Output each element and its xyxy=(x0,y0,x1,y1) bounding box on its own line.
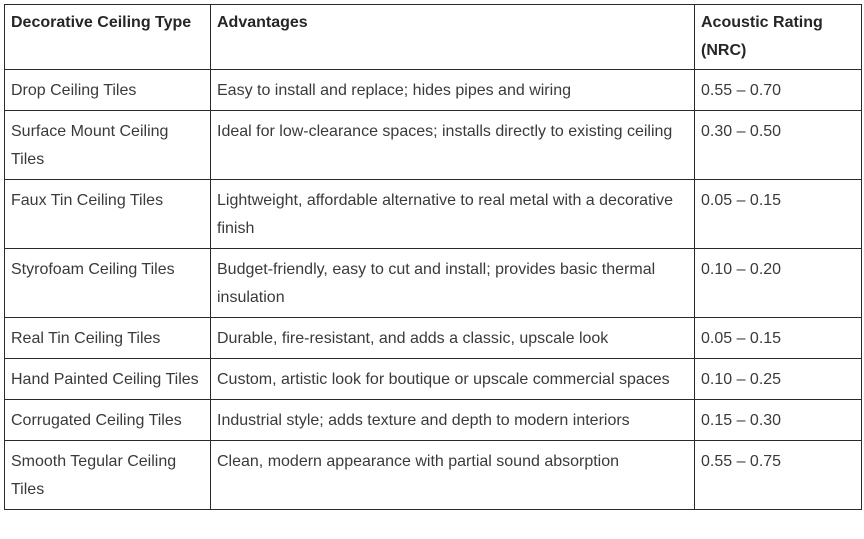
cell-advantages: Custom, artistic look for boutique or upscale commercial spaces xyxy=(211,359,695,400)
table-row xyxy=(5,318,862,359)
cell-advantages: Budget-friendly, easy to cut and install; provides basic thermal insulation xyxy=(211,249,695,318)
cell-nrc: 0.55 – 0.70 xyxy=(695,70,862,111)
cell-ceiling-type: Smooth Tegular Ceiling Tiles xyxy=(5,441,211,510)
cell-ceiling-type: Hand Painted Ceiling Tiles xyxy=(5,359,211,400)
cell-advantages: Clean, modern appearance with partial sound absorption xyxy=(211,441,695,510)
cell-nrc: 0.05 – 0.15 xyxy=(695,318,862,359)
cell-nrc: 0.10 – 0.20 xyxy=(695,249,862,318)
header-advantages: Advantages xyxy=(211,5,695,70)
header-acoustic-rating: Acoustic Rating (NRC) xyxy=(695,5,862,70)
table-row xyxy=(5,400,862,441)
table-row xyxy=(5,111,862,180)
cell-ceiling-type: Faux Tin Ceiling Tiles xyxy=(5,180,211,249)
table-header-row xyxy=(5,5,862,70)
cell-advantages: Easy to install and replace; hides pipes and wiring xyxy=(211,70,695,111)
cell-ceiling-type: Drop Ceiling Tiles xyxy=(5,70,211,111)
table-row xyxy=(5,249,862,318)
cell-nrc: 0.10 – 0.25 xyxy=(695,359,862,400)
cell-advantages: Ideal for low-clearance spaces; installs directly to existing ceiling xyxy=(211,111,695,180)
cell-advantages: Durable, fire-resistant, and adds a classic, upscale look xyxy=(211,318,695,359)
table-row xyxy=(5,180,862,249)
cell-nrc: 0.05 – 0.15 xyxy=(695,180,862,249)
cell-nrc: 0.30 – 0.50 xyxy=(695,111,862,180)
cell-ceiling-type: Styrofoam Ceiling Tiles xyxy=(5,249,211,318)
cell-nrc: 0.15 – 0.30 xyxy=(695,400,862,441)
table-row xyxy=(5,441,862,510)
cell-ceiling-type: Surface Mount Ceiling Tiles xyxy=(5,111,211,180)
ceiling-types-table xyxy=(4,4,862,510)
header-decorative-ceiling-type: Decorative Ceiling Type xyxy=(5,5,211,70)
cell-ceiling-type: Corrugated Ceiling Tiles xyxy=(5,400,211,441)
table-row xyxy=(5,70,862,111)
cell-nrc: 0.55 – 0.75 xyxy=(695,441,862,510)
table-row xyxy=(5,359,862,400)
cell-advantages: Lightweight, affordable alternative to real metal with a decorative finish xyxy=(211,180,695,249)
cell-ceiling-type: Real Tin Ceiling Tiles xyxy=(5,318,211,359)
cell-advantages: Industrial style; adds texture and depth to modern interiors xyxy=(211,400,695,441)
